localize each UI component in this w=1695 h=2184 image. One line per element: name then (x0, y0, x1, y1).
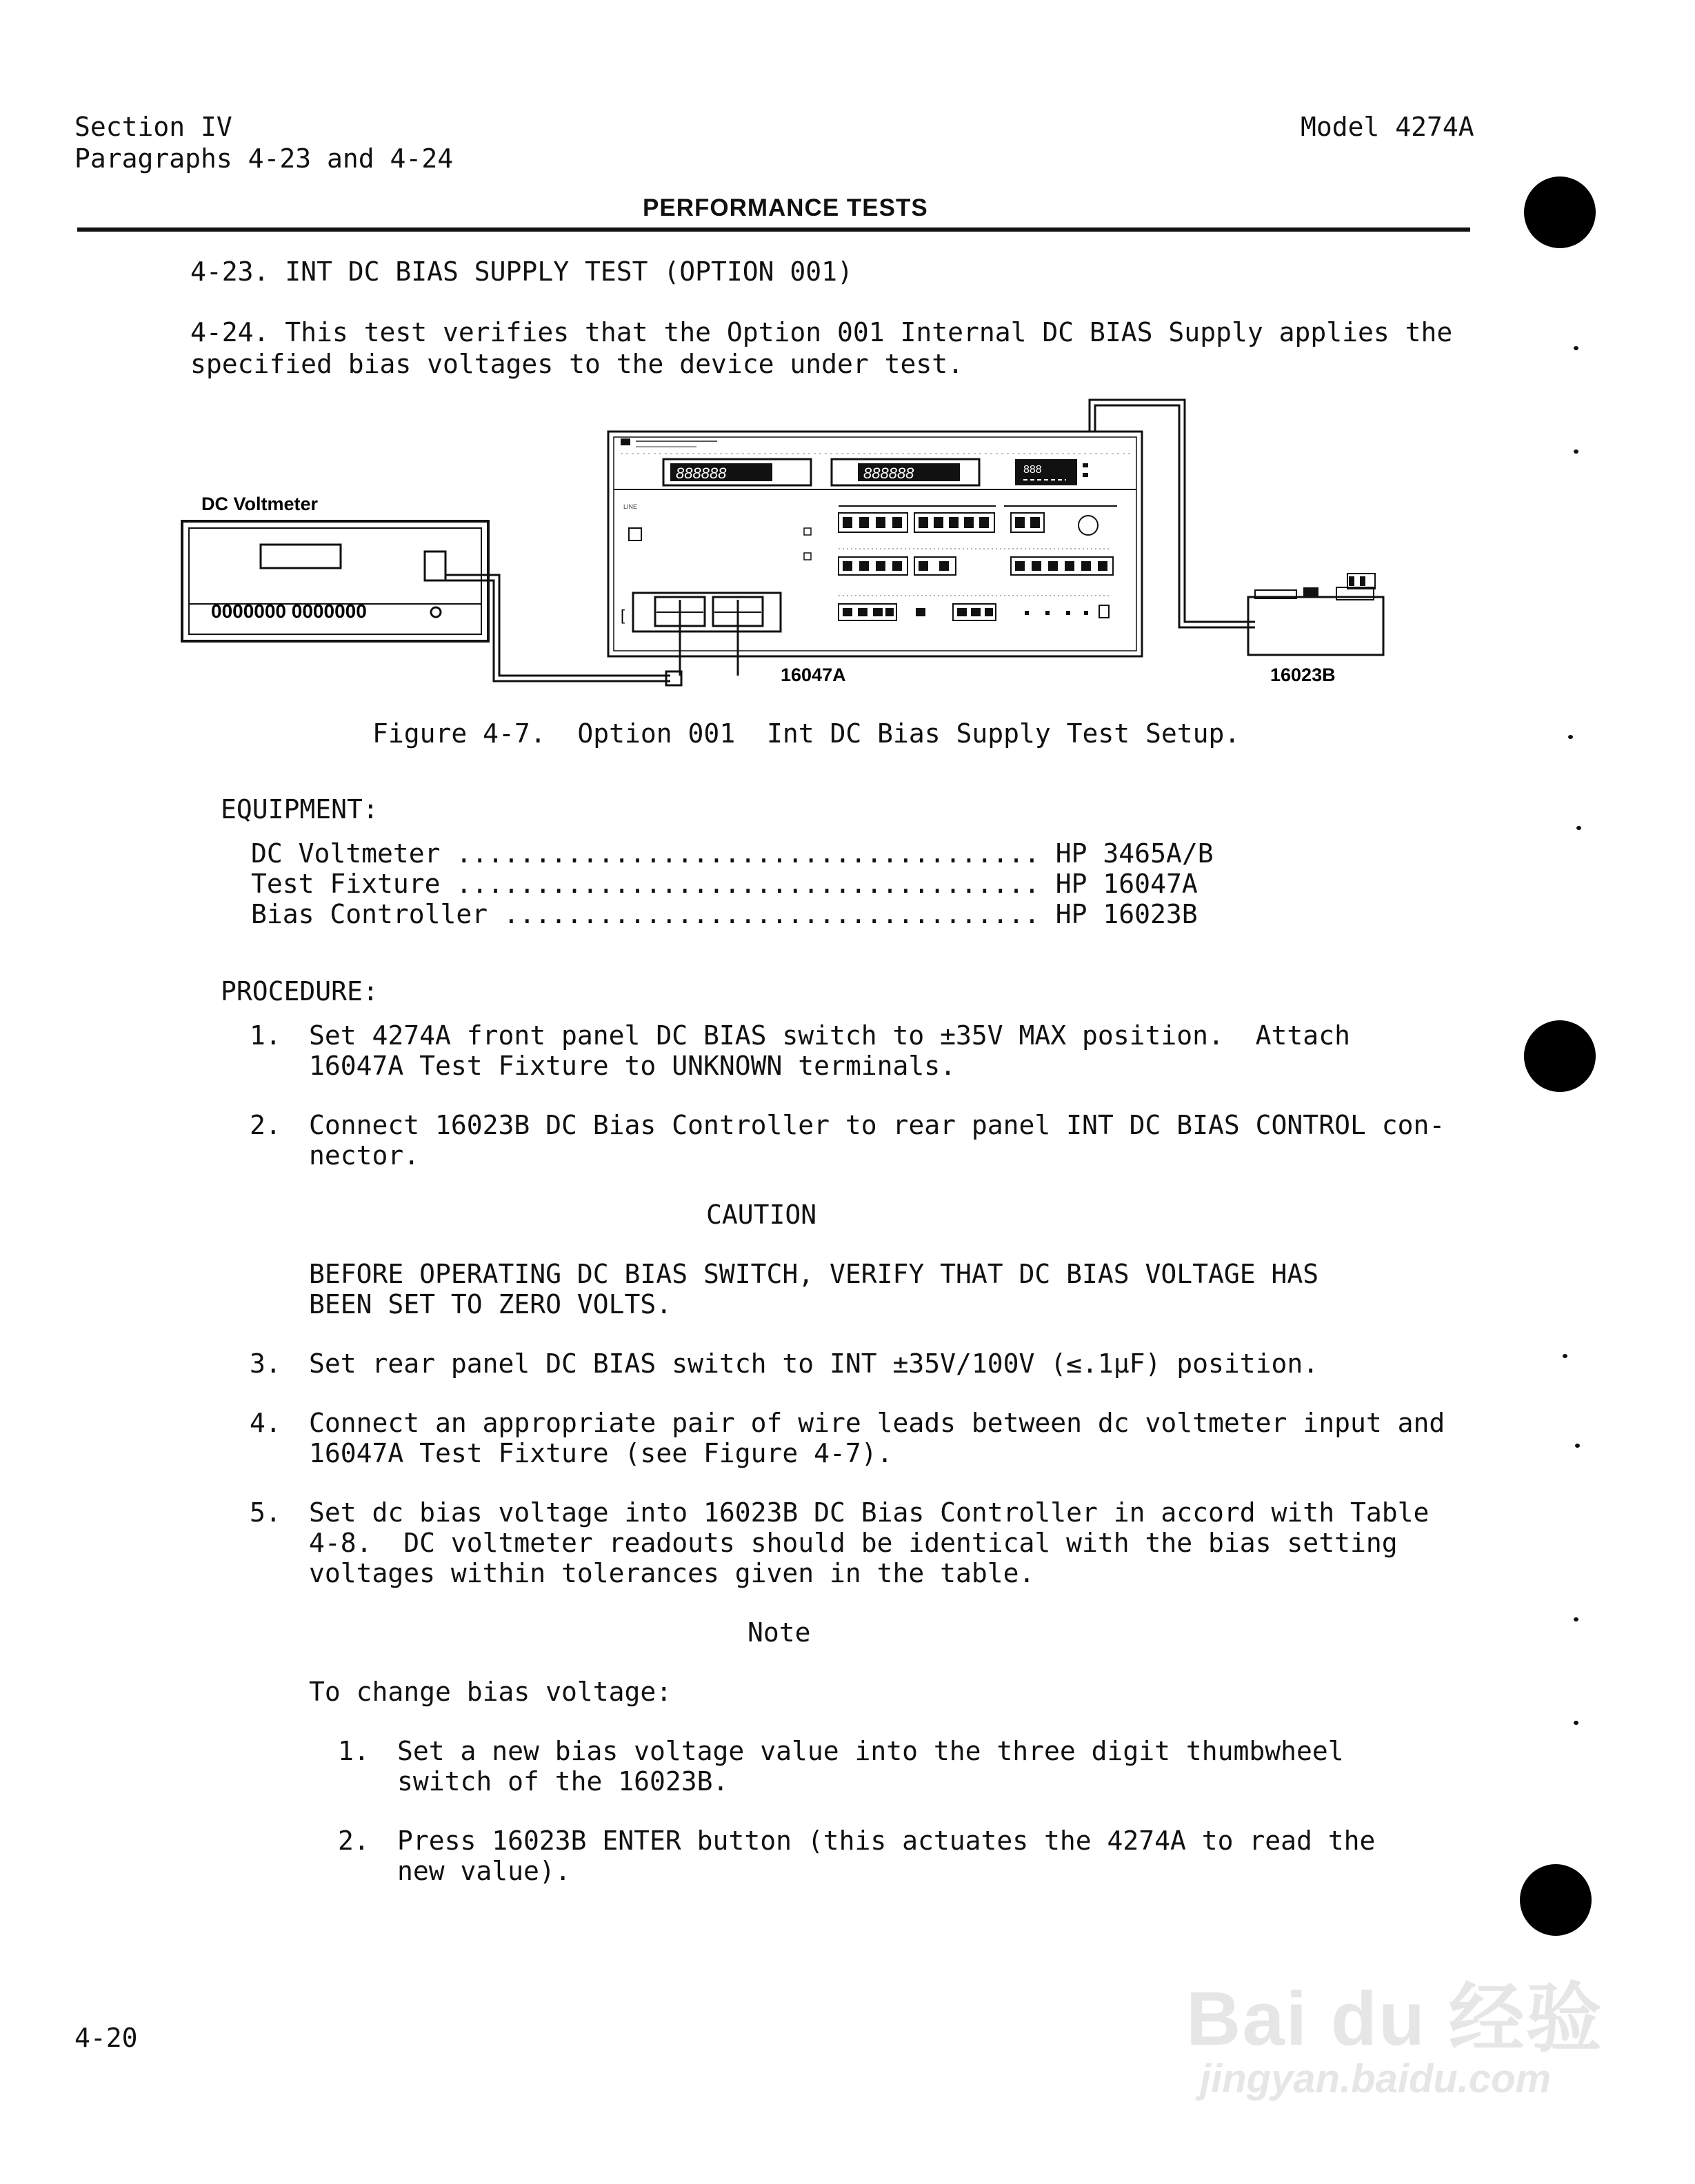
step-number: 1. (250, 1020, 281, 1051)
step-text: 4-8. DC voltmeter readouts should be identical with the bias setting (309, 1528, 1398, 1558)
intro-line: 4-24. This test verifies that the Option 001 Internal DC BIAS Supply applies the (190, 317, 1453, 347)
section-label: Section IV (74, 112, 232, 142)
note-item-text: Set a new bias voltage value into the three digit thumbwheel (397, 1736, 1344, 1766)
equipment-model: HP 16023B (1055, 899, 1198, 929)
scan-speck (1575, 1444, 1580, 1448)
bias-controller-16023b (1248, 574, 1383, 655)
note-intro: To change bias voltage: (309, 1677, 672, 1707)
watermark-logo: Bai du 经验 (1186, 1976, 1603, 2061)
banner-title: PERFORMANCE TESTS (643, 194, 928, 221)
scan-speck (1574, 1721, 1578, 1725)
note-item-text: new value). (397, 1856, 571, 1886)
step-number: 2. (250, 1110, 281, 1140)
punch-hole (1524, 176, 1596, 248)
note-item-number: 2. (338, 1826, 370, 1856)
scan-speck (1563, 1354, 1567, 1358)
step-text: Set 4274A front panel DC BIAS switch to ±35V MAX position. Attach (309, 1020, 1350, 1051)
scan-speck (1574, 449, 1578, 454)
punch-hole (1520, 1864, 1592, 1936)
equipment-name: Bias Controller (251, 899, 488, 929)
scan-speck (1574, 346, 1578, 350)
voltmeter-display: 0000000 0000000 (211, 600, 367, 622)
test-setup-figure (172, 393, 1400, 710)
step-number: 4. (250, 1408, 281, 1438)
paragraphs-label: Paragraphs 4-23 and 4-24 (74, 143, 454, 174)
equipment-leader: ..................................... (440, 838, 1056, 869)
scan-speck (1574, 1617, 1578, 1621)
step-text: nector. (309, 1140, 420, 1171)
note-title: Note (748, 1617, 811, 1648)
voltmeter-label: DC Voltmeter (201, 494, 319, 514)
dc-voltmeter (182, 521, 488, 641)
note-item-text: switch of the 16023B. (397, 1766, 729, 1797)
svg-text:LINE: LINE (623, 503, 638, 510)
equipment-name: DC Voltmeter (251, 838, 441, 869)
display-a: 888888 (676, 465, 727, 482)
step-number: 3. (250, 1348, 281, 1379)
equipment-leader: ..................................... (440, 869, 1056, 899)
caution-text: BEEN SET TO ZERO VOLTS. (309, 1289, 672, 1320)
display-frequency: 888 (1023, 464, 1042, 476)
step-number: 5. (250, 1497, 281, 1528)
caution-text: BEFORE OPERATING DC BIAS SWITCH, VERIFY THAT DC BIAS VOLTAGE HAS (309, 1259, 1319, 1289)
svg-text:[: [ (621, 607, 625, 624)
equipment-row (251, 838, 1214, 869)
equipment-title: EQUIPMENT: (221, 794, 379, 825)
scan-speck (1576, 826, 1581, 830)
note-item-number: 1. (338, 1736, 370, 1766)
controller-label: 16023B (1270, 665, 1336, 685)
equipment-name: Test Fixture (251, 869, 441, 899)
step-text: Set dc bias voltage into 16023B DC Bias Controller in accord with Table (309, 1497, 1430, 1528)
equipment-model: HP 16047A (1055, 869, 1198, 899)
step-text: 16047A Test Fixture to UNKNOWN terminals. (309, 1051, 956, 1081)
equipment-model: HP 3465A/B (1055, 838, 1214, 869)
watermark-url: jingyan.baidu.com (1200, 2056, 1552, 2101)
fixture-label: 16047A (781, 665, 846, 685)
equipment-row (251, 869, 1198, 899)
equipment-leader: .................................. (488, 899, 1056, 929)
punch-hole (1524, 1020, 1596, 1092)
caution-title: CAUTION (706, 1200, 817, 1230)
display-b: 888888 (863, 465, 914, 482)
procedure-title: PROCEDURE: (221, 976, 379, 1007)
figure-caption: Figure 4-7. Option 001 Int DC Bias Supply Test Setup. (372, 718, 1241, 749)
lcr-meter-4274a (608, 432, 1142, 676)
step-text: Connect 16023B DC Bias Controller to rear panel INT DC BIAS CONTROL con- (309, 1110, 1445, 1140)
equipment-row (251, 899, 1198, 929)
scan-speck (1568, 735, 1573, 739)
section-heading: 4-23. INT DC BIAS SUPPLY TEST (OPTION 001) (190, 256, 853, 287)
page-number: 4-20 (74, 2023, 138, 2053)
step-text: Set rear panel DC BIAS switch to INT ±35V/100V (≤.1μF) position. (309, 1348, 1319, 1379)
header-rule (77, 228, 1470, 232)
model-label: Model 4274A (1301, 112, 1474, 142)
step-text: voltages within tolerances given in the table. (309, 1558, 1035, 1588)
intro-line: specified bias voltages to the device under test. (190, 349, 964, 379)
step-text: 16047A Test Fixture (see Figure 4-7). (309, 1438, 893, 1468)
step-text: Connect an appropriate pair of wire leads between dc voltmeter input and (309, 1408, 1445, 1438)
note-item-text: Press 16023B ENTER button (this actuates the 4274A to read the (397, 1826, 1376, 1856)
